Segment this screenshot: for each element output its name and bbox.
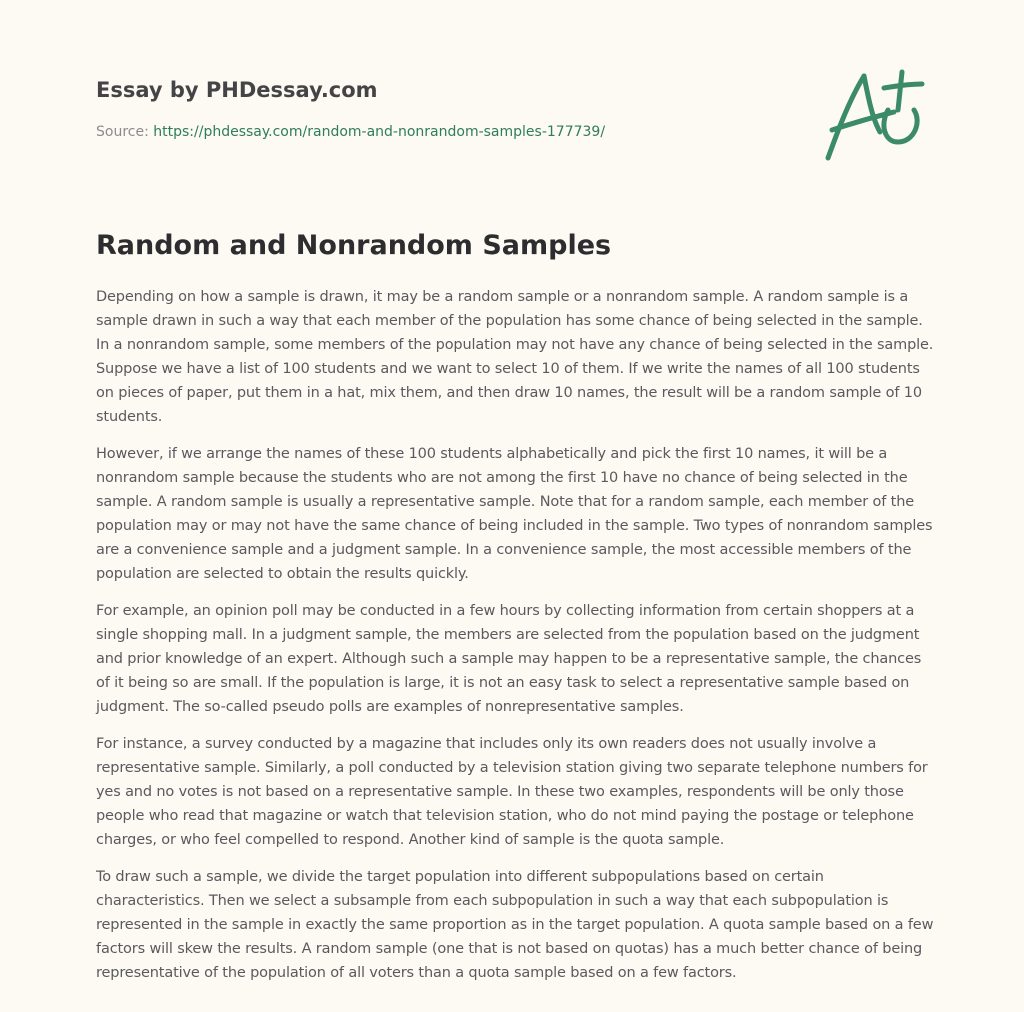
paragraph: However, if we arrange the names of these 100 students alphabetically and pick the first 10 names, it will be a nonrandom sample because the students who are not among the first 10 have no chance of being selected in the sample. A random sample is usually a representative sample. Note that for a random sample, each member of the population may or may not have the same chance of being included in the sample. Two types of nonrandom samples are a convenience sample and a judgment sample. In a convenience sample, the most accessible members of the population are selected to obtain the results quickly.: [96, 446, 933, 582]
paragraph: For instance, a survey conducted by a magazine that includes only its own readers does not usually involve a representative sample. Similarly, a poll conducted by a television station giving two separate telephone numbers for yes and no votes is not based on a representative sample. In these two examples, respondents will be only those people who read that magazine or watch that television station, who do not mind paying the postage or telephone charges, or who feel compelled to respond. Another kind of sample is the quota sample.: [96, 736, 928, 848]
source-link[interactable]: https://phdessay.com/random-and-nonrandom-samples-177739/: [153, 124, 606, 140]
article-body: [96, 285, 934, 998]
paragraph: For example, an opinion poll may be conducted in a few hours by collecting information from certain shoppers at a single shopping mall. In a judgment sample, the members are selected from the population based on the judgment and prior knowledge of an expert. Although such a sample may happen to be a representative sample, the chances of it being so are small. If the population is large, it is not an easy task to select a representative sample based on judgment. The so-called pseudo polls are examples of nonrepresentative samples.: [96, 603, 922, 715]
a-plus-logo-icon: [822, 66, 928, 164]
paragraph: To draw such a sample, we divide the target population into different subpopulations based on certain characteristics. Then we select a subsample from each subpopulation in such a way that each subpopulation is represented in the sample in exactly the same proportion as in the target population. A quota sample based on a few factors will skew the results. A random sample (one that is not based on quotas) has a much better chance of being representative of the population of all voters than a quota sample based on a few factors.: [96, 869, 934, 981]
brand-title: Essay by PHDessay.com: [96, 78, 378, 102]
site-header: [96, 70, 796, 142]
source-line: [96, 122, 796, 142]
article-title: Random and Nonrandom Samples: [96, 230, 612, 261]
paragraph: Depending on how a sample is drawn, it may be a random sample or a nonrandom sample. A random sample is a sample drawn in such a way that each member of the population has some chance of being selected in the sample. In a nonrandom sample, some members of the population may not have any chance of being selected in the sample. Suppose we have a list of 100 students and we want to select 10 of them. If we write the names of all 100 students on pieces of paper, put them in a hat, mix them, and then draw 10 names, the result will be a random sample of 10 students.: [96, 289, 934, 425]
source-label: Source:: [96, 124, 149, 140]
